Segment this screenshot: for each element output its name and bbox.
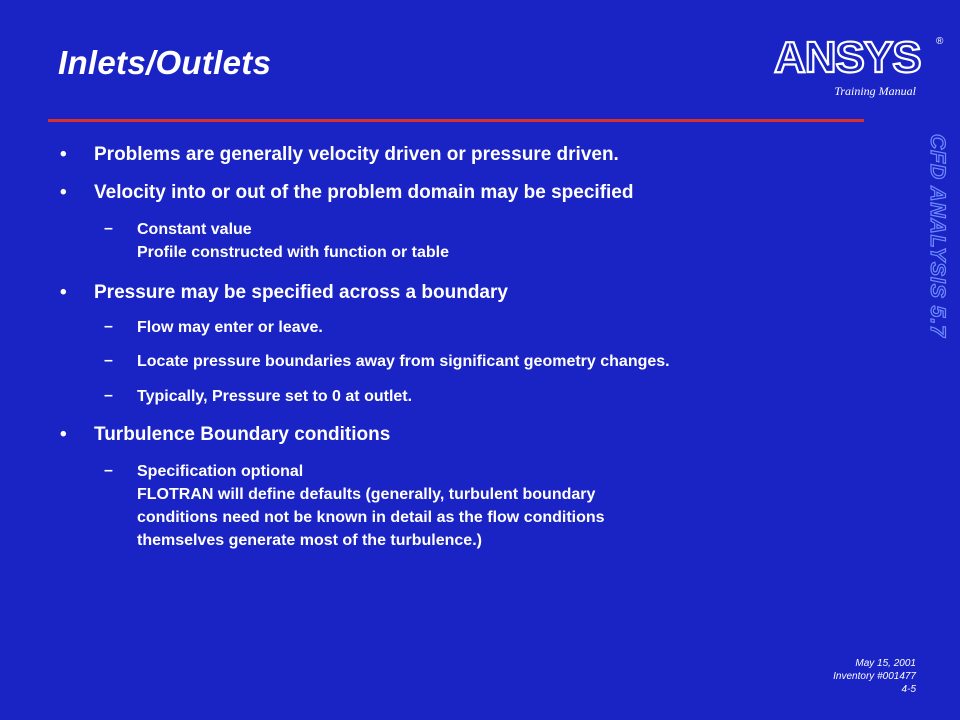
- footer-inventory: Inventory #001477: [833, 671, 916, 682]
- dash-glyph: –: [104, 352, 113, 369]
- bullet-glyph: •: [60, 182, 67, 203]
- side-course-label: [921, 128, 960, 358]
- sub-flotran-defaults-line1: FLOTRAN will define defaults (generally, turbulent boundary: [137, 486, 596, 503]
- footer-date: May 15, 2001: [855, 658, 916, 669]
- training-manual-label: Training Manual: [834, 84, 916, 98]
- dash-glyph: –: [104, 318, 113, 335]
- bullet-glyph: •: [60, 144, 67, 165]
- bullet-velocity-or-pressure: Problems are generally velocity driven or pressure driven.: [94, 144, 619, 165]
- bullet-glyph: •: [60, 282, 67, 303]
- bullet-pressure-specified: Pressure may be specified across a boundary: [94, 282, 508, 303]
- logo-registered-mark: ®: [936, 36, 944, 47]
- sub-flow-enter-leave: Flow may enter or leave.: [137, 319, 323, 336]
- dash-glyph: –: [104, 220, 113, 237]
- sub-specification-optional: Specification optional: [137, 463, 304, 480]
- slide-title: Inlets/Outlets: [58, 44, 272, 81]
- bullet-velocity-specified: Velocity into or out of the problem domain may be specified: [94, 182, 634, 203]
- sub-pressure-zero-outlet: Typically, Pressure set to 0 at outlet.: [137, 388, 413, 405]
- ansys-logo: [770, 30, 950, 80]
- sub-flotran-defaults-line2: conditions need not be known in detail as the flow conditions: [137, 509, 605, 526]
- footer-page-number: 4-5: [901, 684, 916, 695]
- sub-constant-value: Constant value: [137, 221, 252, 238]
- sub-flotran-defaults-line3: themselves generate most of the turbulence.): [137, 532, 482, 549]
- dash-glyph: –: [104, 387, 113, 404]
- sub-profile-constructed: Profile constructed with function or table: [137, 244, 450, 261]
- bullet-turbulence-conditions: Turbulence Boundary conditions: [94, 424, 391, 445]
- sub-locate-boundaries: Locate pressure boundaries away from significant geometry changes.: [137, 353, 670, 370]
- logo-wordmark: ANSYS: [774, 33, 921, 80]
- slide-footer: [833, 657, 916, 696]
- side-label-text: CFD ANALYSIS 5.7: [926, 134, 949, 338]
- dash-glyph: –: [104, 462, 113, 479]
- bullet-glyph: •: [60, 424, 67, 445]
- title-divider: [48, 119, 864, 122]
